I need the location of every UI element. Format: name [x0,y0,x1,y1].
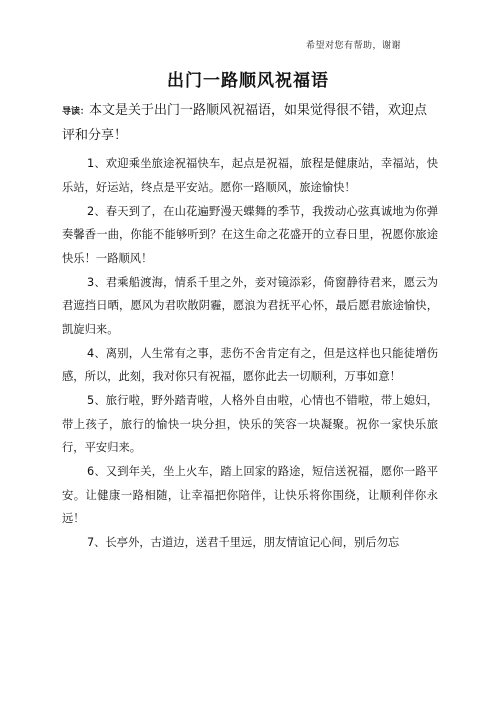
header-note: 希望对您有帮助，谢谢 [305,41,401,51]
intro-text: 本文是关于出门一路顺风祝福语，如果觉得很不错，欢迎点评和分享！ [62,103,428,143]
document-title: 出门一路顺风祝福语 [167,71,329,91]
intro-paragraph [62,99,438,147]
paragraph-3: 3、君乘船渡海，情系千里之外，妾对镜添彩，倚窗静待君来，愿云为君遮挡日晒，愿风为君吹散阴霾，愿浪为君抚平心怀，最后愿君旅途愉快，凯旋归来。 [62,275,438,336]
body-text [62,152,438,555]
paragraph-7: 7、长亭外，古道边，送君千里远，朋友情谊记心间，别后勿忘 [87,536,400,549]
intro-label: 导读： [62,107,90,117]
paragraph-1: 1、欢迎乘坐旅途祝福快车，起点是祝福，旅程是健康站，幸福站，快乐站，好运站，终点是平安站。愿你一路顺风，旅途愉快！ [62,157,438,194]
paragraph-5: 5、旅行啦，野外踏青啦，人格外自由啦，心情也不错啦，带上媳妇，带上孩子，旅行的愉快一块分担，快乐的笑容一块凝聚。祝你一家快乐旅行，平安归来。 [62,394,438,454]
paragraph-6: 6、又到年关，坐上火车，踏上回家的路途，短信送祝福，愿你一路平安。让健康一路相随，让幸福把你陪伴，让快乐将你围绕，让顺利伴你永远！ [62,465,438,525]
paragraph-2: 2、春天到了，在山花遍野漫天蝶舞的季节，我拨动心弦真诚地为你弹奏馨香一曲，你能不能够听到？在这生命之花盛开的立春日里，祝愿你旅途快乐！一路顺风！ [62,204,438,265]
paragraph-4: 4、离别，人生常有之事，悲伤不舍肯定有之，但是这样也只能徒增伤感，所以，此刻，我对你只有祝福，愿你此去一切顺利，万事如意！ [62,346,438,383]
